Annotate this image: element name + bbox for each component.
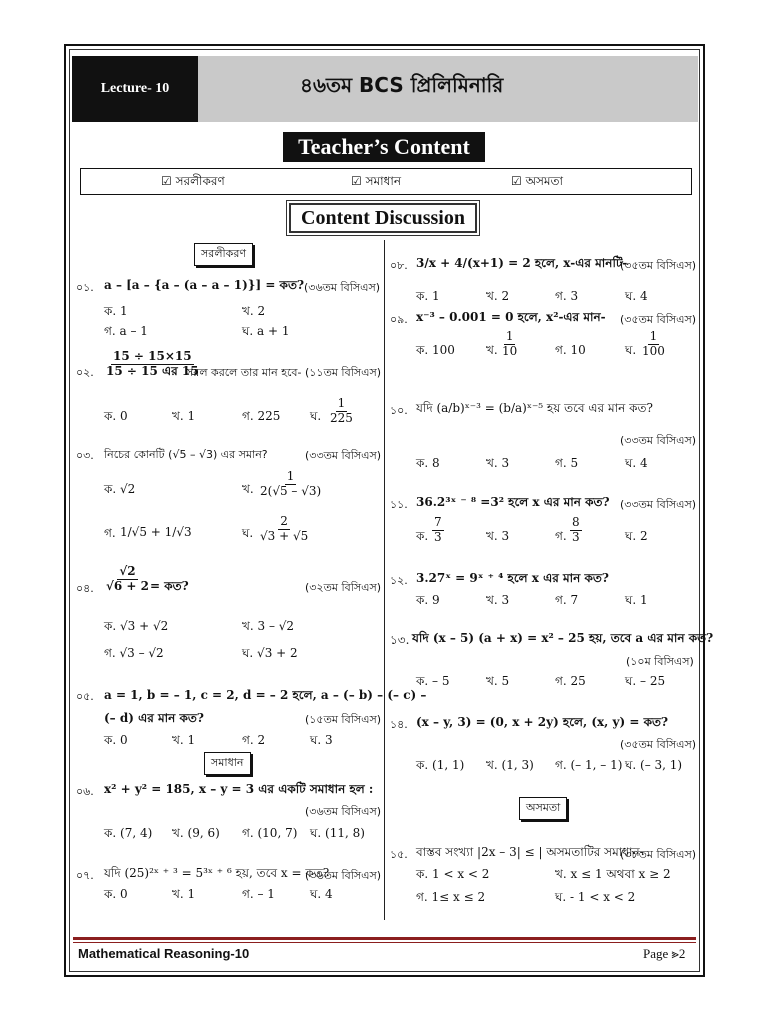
q02-option-b: খ. 1 <box>172 409 196 423</box>
q05-source: (১৫তম বিসিএস) <box>305 713 382 726</box>
q03-o2-num: 1 <box>286 469 295 483</box>
q04-fraction <box>104 565 151 594</box>
q09-option-d: ঘ. <box>625 343 637 357</box>
q11-o1-den: 3 <box>434 529 442 544</box>
q03-option-b-fraction <box>258 470 323 499</box>
q14-source: (৩৫তম বিসিএস) <box>620 738 697 751</box>
q15-source: (৩৮তম বিসিএস) <box>620 848 697 861</box>
q12-option-a: ক. 9 <box>416 593 440 607</box>
q08-option-b: খ. 2 <box>486 289 510 303</box>
q01-source: (৩৬তম বিসিএস) <box>304 281 381 294</box>
q03-o4-num: 2 <box>280 514 288 528</box>
q10-question: যদি (a/b)ˣ⁻³ = (b/a)ˣ⁻⁵ হয় তবে এর মান কত? <box>416 401 653 415</box>
q03-option-d: ঘ. <box>242 526 254 540</box>
q11-option-d: ঘ. 2 <box>625 529 648 543</box>
q02-option-d-fraction <box>328 397 355 426</box>
q13-option-c: গ. 25 <box>555 674 586 688</box>
q04-option-d: ঘ. √3 + 2 <box>242 646 298 660</box>
q04-option-b: খ. 3 – √2 <box>242 619 295 633</box>
footer-rule-thin <box>73 942 696 943</box>
q13-source: (১০ম বিসিএস) <box>626 655 694 668</box>
q09-option-d-fraction <box>640 330 667 359</box>
q11-option-c: গ. <box>555 529 567 543</box>
q09-number: ০৯. <box>390 313 408 326</box>
q02-opt4-den: 225 <box>330 410 353 425</box>
q13-option-a: ক. – 5 <box>416 674 450 688</box>
q03-option-c: গ. <box>104 526 116 540</box>
q15-option-b: খ. x ≤ 1 অথবা x ≥ 2 <box>555 867 671 881</box>
q12-question: 3.27ˣ = 9ˣ ⁺ ⁴ হলে x এর মান কত? <box>416 571 609 585</box>
q08-number: ০৮. <box>390 259 408 272</box>
q04-number: ০৪. <box>76 582 94 595</box>
q03-o4-den: √3 + √5 <box>260 528 309 543</box>
q11-option-a: ক. <box>416 529 429 543</box>
q06-question: x² + y² = 185, x – y = 3 এর একটি সমাধান হল : <box>104 782 374 796</box>
q11-number: ১১. <box>390 498 408 511</box>
q03-option-a: ক. √2 <box>104 482 136 496</box>
q10-option-d: ঘ. 4 <box>625 456 648 470</box>
q04-den: √6 + 2 <box>106 578 149 593</box>
q09-o2-den: 10 <box>502 343 518 358</box>
q08-option-c: গ. 3 <box>555 289 579 303</box>
q10-option-a: ক. 8 <box>416 456 440 470</box>
q10-option-c: গ. 5 <box>555 456 579 470</box>
q07-option-b: খ. 1 <box>172 887 196 901</box>
q04-source: (৩২তম বিসিএস) <box>305 581 382 594</box>
q01-option-b: খ. 2 <box>242 304 266 318</box>
q03-o2-den: 2(√5 – √3) <box>260 483 322 498</box>
q15-option-c: গ. 1≤ x ≤ 2 <box>416 890 486 904</box>
q14-option-a: ক. (1, 1) <box>416 758 465 772</box>
q11-source: (৩৩তম বিসিএস) <box>620 498 697 511</box>
q13-option-d: ঘ. – 25 <box>625 674 666 688</box>
q08-source: (৩৫তম বিসিএস) <box>620 259 697 272</box>
q06-option-b: খ. (9, 6) <box>172 826 220 840</box>
q10-number: ১০. <box>390 404 408 417</box>
q06-number: ০৬. <box>76 785 94 798</box>
q02-option-c: গ. 225 <box>242 409 281 423</box>
q15-number: ১৫. <box>390 848 408 861</box>
q12-option-b: খ. 3 <box>486 593 510 607</box>
q10-option-b: খ. 3 <box>486 456 510 470</box>
q11-o3-num: 8 <box>572 515 580 529</box>
q06-option-c: গ. (10, 7) <box>242 826 298 840</box>
q09-question: x⁻³ – 0.001 = 0 হলে, x²-এর মান- <box>416 310 606 324</box>
q14-option-b: খ. (1, 3) <box>486 758 534 772</box>
q06-option-a: ক. (7, 4) <box>104 826 153 840</box>
section-simplification: সরলীকরণ <box>194 243 253 266</box>
q14-option-d: ঘ. (– 3, 1) <box>625 758 683 772</box>
q13-question: যদি (x – 5) (a + x) = x² – 25 হয়, তবে a এর মান কত? <box>412 631 714 645</box>
q08-question: 3/x + 4/(x+1) = 2 হলে, x-এর মানটি- <box>416 256 628 270</box>
teachers-content-title: Teacher’s Content <box>283 132 485 162</box>
q11-option-b: খ. 3 <box>486 529 510 543</box>
lecture-label: Lecture- 10 <box>72 56 198 122</box>
q12-option-c: গ. 7 <box>555 593 579 607</box>
q05-option-d: ঘ. 3 <box>310 733 333 747</box>
q07-question: যদি (25)²ˣ ⁺ ³ = 5³ˣ ⁺ ⁶ হয়, তবে x = কত? <box>104 866 330 880</box>
topic-solution: ☑ সমাধান <box>351 174 402 188</box>
content-discussion-title: Content Discussion <box>289 203 477 233</box>
footer-rule-thick <box>73 937 696 940</box>
q03-option-c-expr: 1/√5 + 1/√3 <box>120 525 192 539</box>
q07-option-a: ক. 0 <box>104 887 128 901</box>
q02-source: (১১তম বিসিএস) <box>305 366 382 379</box>
q11-question: 36.2³ˣ ⁻ ⁸ =3² হলে x এর মান কত? <box>416 495 610 509</box>
q05-option-c: গ. 2 <box>242 733 266 747</box>
section-solution: সমাধান <box>204 752 251 775</box>
q10-source: (৩৩তম বিসিএস) <box>620 434 697 447</box>
q14-number: ১৪. <box>390 718 408 731</box>
q14-option-c: গ. (– 1, – 1) <box>555 758 623 772</box>
q06-source: (৩৬তম বিসিএস) <box>305 805 382 818</box>
q15-option-a: ক. 1 < x < 2 <box>416 867 490 881</box>
q11-o3-den: 3 <box>572 529 580 544</box>
q15-question: বাস্তব সংখ্যা |2x – 3| ≤ | অসমতাটির সমাধান- <box>416 845 644 859</box>
q09-o4-den: 100 <box>642 343 665 358</box>
q09-option-a: ক. 100 <box>416 343 455 357</box>
q05-line2: (– d) এর মান কত? <box>104 711 204 725</box>
q01-number: ০১. <box>76 281 94 294</box>
q05-line1: a = 1, b = – 1, c = 2, d = – 2 হলে, a – (– b) – (– c) – <box>104 688 427 702</box>
q12-number: ১২. <box>390 574 408 587</box>
q01-option-c: গ. a – 1 <box>104 324 148 338</box>
q01-question: a – [a – {a – (a – a – 1)}] = কত? <box>104 278 304 292</box>
q04-num: √2 <box>119 564 136 578</box>
q13-number: ১৩. <box>390 633 410 647</box>
q13-option-b: খ. 5 <box>486 674 510 688</box>
q03-question: নিচের কোনটি (√5 – √3) এর সমান? <box>104 448 268 461</box>
q02-option-d: ঘ. <box>310 409 322 423</box>
topic-simplification: ☑ সরলীকরণ <box>161 174 225 188</box>
q03-option-d-fraction <box>258 515 310 544</box>
q09-option-b-fraction <box>500 330 519 359</box>
q07-source: (৩৬তম বিসিএস) <box>305 869 382 882</box>
q01-option-a: ক. 1 <box>104 304 128 318</box>
section-inequality: অসমতা <box>519 797 567 820</box>
q06-option-d: ঘ. (11, 8) <box>310 826 365 840</box>
q08-option-a: ক. 1 <box>416 289 440 303</box>
q14-question: (x – y, 3) = (0, x + 2y) হলে, (x, y) = কত? <box>416 715 669 729</box>
q02-opt4-num: 1 <box>337 396 346 410</box>
column-divider <box>384 240 385 920</box>
q09-o4-num: 1 <box>649 329 658 343</box>
q02-option-a: ক. 0 <box>104 409 128 423</box>
topics-bar <box>80 168 692 195</box>
q03-source: (৩৩তম বিসিএস) <box>305 449 382 462</box>
q02-tail: সরল করলে তার মান হবে- <box>186 366 302 379</box>
q07-number: ০৭. <box>76 869 94 882</box>
q05-option-a: ক. 0 <box>104 733 128 747</box>
q15-option-d: ঘ. - 1 < x < 2 <box>555 890 636 904</box>
header-title: ৪৬তম BCS প্রিলিমিনারি <box>300 72 504 97</box>
q02-denominator: 15 ÷ 15 এর 15 <box>106 363 199 378</box>
q05-number: ০৫. <box>76 690 94 703</box>
q03-option-b: খ. <box>242 482 254 496</box>
q02-number: ০২. <box>76 366 94 379</box>
q04-tail: = কত? <box>150 579 189 593</box>
q11-option-c-fraction <box>570 516 582 545</box>
footer-title: Mathematical Reasoning-10 <box>78 946 250 961</box>
q08-option-d: ঘ. 4 <box>625 289 648 303</box>
q09-option-b: খ. <box>486 343 498 357</box>
q05-option-b: খ. 1 <box>172 733 196 747</box>
q01-option-d: ঘ. a + 1 <box>242 324 290 338</box>
q04-option-a: ক. √3 + √2 <box>104 619 169 633</box>
q12-option-d: ঘ. 1 <box>625 593 648 607</box>
q02-numerator: 15 ÷ 15×15 <box>113 349 192 363</box>
q04-option-c: গ. √3 – √2 <box>104 646 164 660</box>
q03-number: ০৩. <box>76 449 94 462</box>
q07-option-c: গ. – 1 <box>242 887 275 901</box>
topic-inequality: ☑ অসমতা <box>511 174 564 188</box>
q11-option-a-fraction <box>432 516 444 545</box>
q09-o2-num: 1 <box>505 329 514 343</box>
q11-o1-num: 7 <box>434 515 442 529</box>
q07-option-d: ঘ. 4 <box>310 887 333 901</box>
q09-source: (৩৫তম বিসিএস) <box>620 313 697 326</box>
q09-option-c: গ. 10 <box>555 343 586 357</box>
footer-page-number: Page ⪢2 <box>643 946 686 961</box>
